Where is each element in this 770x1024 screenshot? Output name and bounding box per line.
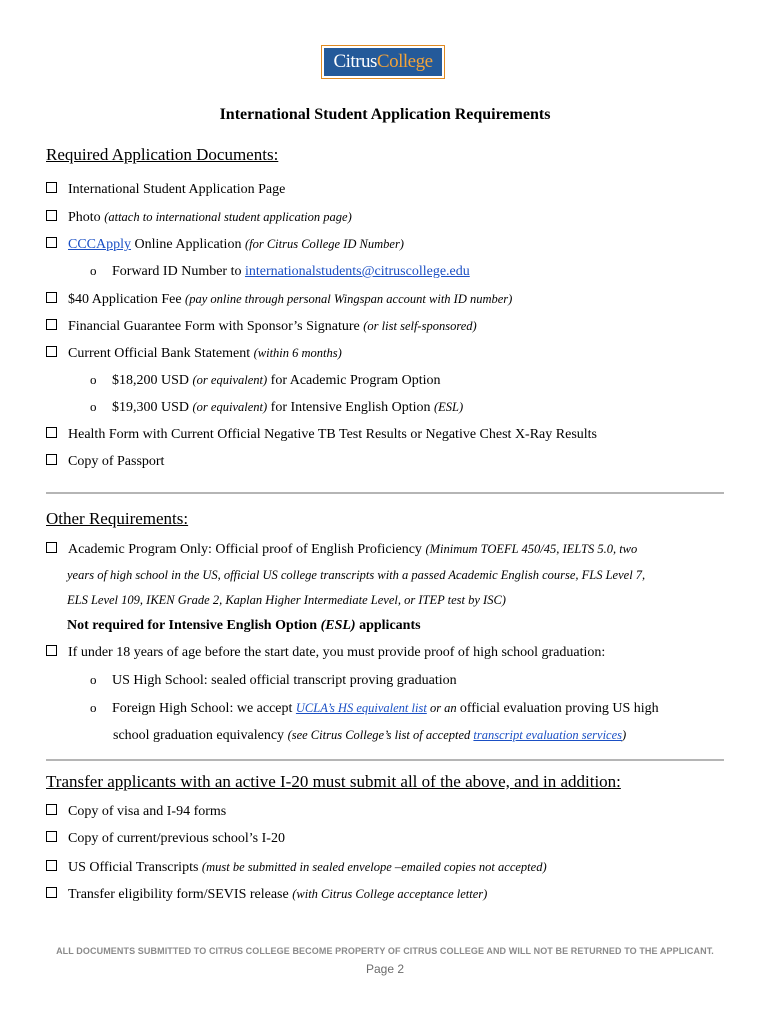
checklist-item: Copy of current/previous school’s I-20 <box>46 830 285 848</box>
checkbox-icon <box>46 542 57 553</box>
sub-item: o Foreign High School: we accept UCLA’s HS equivalent list or an official evaluation proving US high <box>90 700 659 716</box>
checklist-item: Financial Guarantee Form with Sponsor’s Signature (or list self-sponsored) <box>46 317 477 336</box>
sub-item: o $19,300 USD (or equivalent) for Intensive English Option (ESL) <box>90 399 464 415</box>
transfer-heading: Transfer applicants with an active I-20 must submit all of the above, and in addition: <box>46 772 621 791</box>
note-continuation: ELS Level 109, IKEN Grade 2, Kaplan Higher Intermediate Level, or ITEP test by ISC) <box>67 593 506 607</box>
sub-item-continuation: school graduation equivalency (see Citrus College’s list of accepted transcript evaluation services) <box>113 728 627 743</box>
logo-word-citrus: Citrus <box>333 51 377 72</box>
required-heading: Required Application Documents: <box>46 145 279 164</box>
ucla-hs-list-link[interactable]: UCLA’s HS equivalent list <box>295 701 427 715</box>
checklist-item: Academic Program Only: Official proof of English Proficiency (Minimum TOEFL 450/45, IELTS 5.0, two <box>46 540 637 559</box>
checklist-item: International Student Application Page <box>46 181 285 199</box>
circle-bullet-icon: o <box>90 672 97 687</box>
checkbox-icon <box>46 831 57 842</box>
checkbox-icon <box>46 237 57 248</box>
cccapply-link[interactable]: CCCApply <box>68 237 132 252</box>
sub-item: o $18,200 USD (or equivalent) for Academic Program Option <box>90 372 441 388</box>
transcript-evaluation-link[interactable]: transcript evaluation services <box>473 728 623 742</box>
sub-item: o Forward ID Number to internationalstudents@citruscollege.edu <box>90 263 470 279</box>
other-heading: Other Requirements: <box>46 509 189 528</box>
checkbox-icon <box>46 804 57 815</box>
circle-bullet-icon: o <box>90 700 97 715</box>
checkbox-icon <box>46 860 57 871</box>
checkbox-icon <box>46 292 57 303</box>
page-number: Page 2 <box>365 962 405 976</box>
checklist-item: Copy of visa and I-94 forms <box>46 803 226 821</box>
citrus-college-logo <box>321 45 445 79</box>
checkbox-icon <box>46 182 57 193</box>
sub-item: o US High School: sealed official transcript proving graduation <box>90 672 457 688</box>
email-link[interactable]: internationalstudents@citruscollege.edu <box>244 264 470 279</box>
note-continuation: years of high school in the US, official US college transcripts with a passed Academic English course, FLS Level 7, <box>67 568 646 582</box>
checkbox-icon <box>46 346 57 357</box>
page-title: International Student Application Requirements <box>219 106 551 123</box>
checklist-item: Health Form with Current Official Negative TB Test Results or Negative Chest X-Ray Results <box>46 426 597 444</box>
checkbox-icon <box>46 210 57 221</box>
circle-bullet-icon: o <box>90 372 97 387</box>
section-divider <box>46 492 724 494</box>
checklist-item: US Official Transcripts (must be submitted in sealed envelope –emailed copies not accepted) <box>46 858 547 877</box>
circle-bullet-icon: o <box>90 263 97 278</box>
checklist-item: Copy of Passport <box>46 453 164 471</box>
checklist-item: If under 18 years of age before the start date, you must provide proof of high school graduation: <box>46 644 605 662</box>
checklist-item: CCCApply Online Application (for Citrus College ID Number) <box>46 235 404 254</box>
checklist-item: Transfer eligibility form/SEVIS release (with Citrus College acceptance letter) <box>46 885 487 904</box>
checklist-item: Current Official Bank Statement (within 6 months) <box>46 344 342 363</box>
checklist-item: $40 Application Fee (pay online through personal Wingspan account with ID number) <box>46 290 512 309</box>
checkbox-icon <box>46 454 57 465</box>
footer-notice: ALL DOCUMENTS SUBMITTED TO CITRUS COLLEGE BECOME PROPERTY OF CITRUS COLLEGE AND WILL NOT BE RETURNED TO THE APPLICANT. <box>56 946 714 956</box>
checkbox-icon <box>46 427 57 438</box>
logo-word-college: College <box>376 51 433 72</box>
logo-wordmark <box>324 48 442 76</box>
checklist-item: Photo (attach to international student application page) <box>46 208 352 227</box>
section-divider <box>46 759 724 761</box>
checkbox-icon <box>46 645 57 656</box>
not-required-note: Not required for Intensive English Option (ESL) applicants <box>67 618 421 633</box>
checkbox-icon <box>46 319 57 330</box>
checkbox-icon <box>46 887 57 898</box>
circle-bullet-icon: o <box>90 399 97 414</box>
